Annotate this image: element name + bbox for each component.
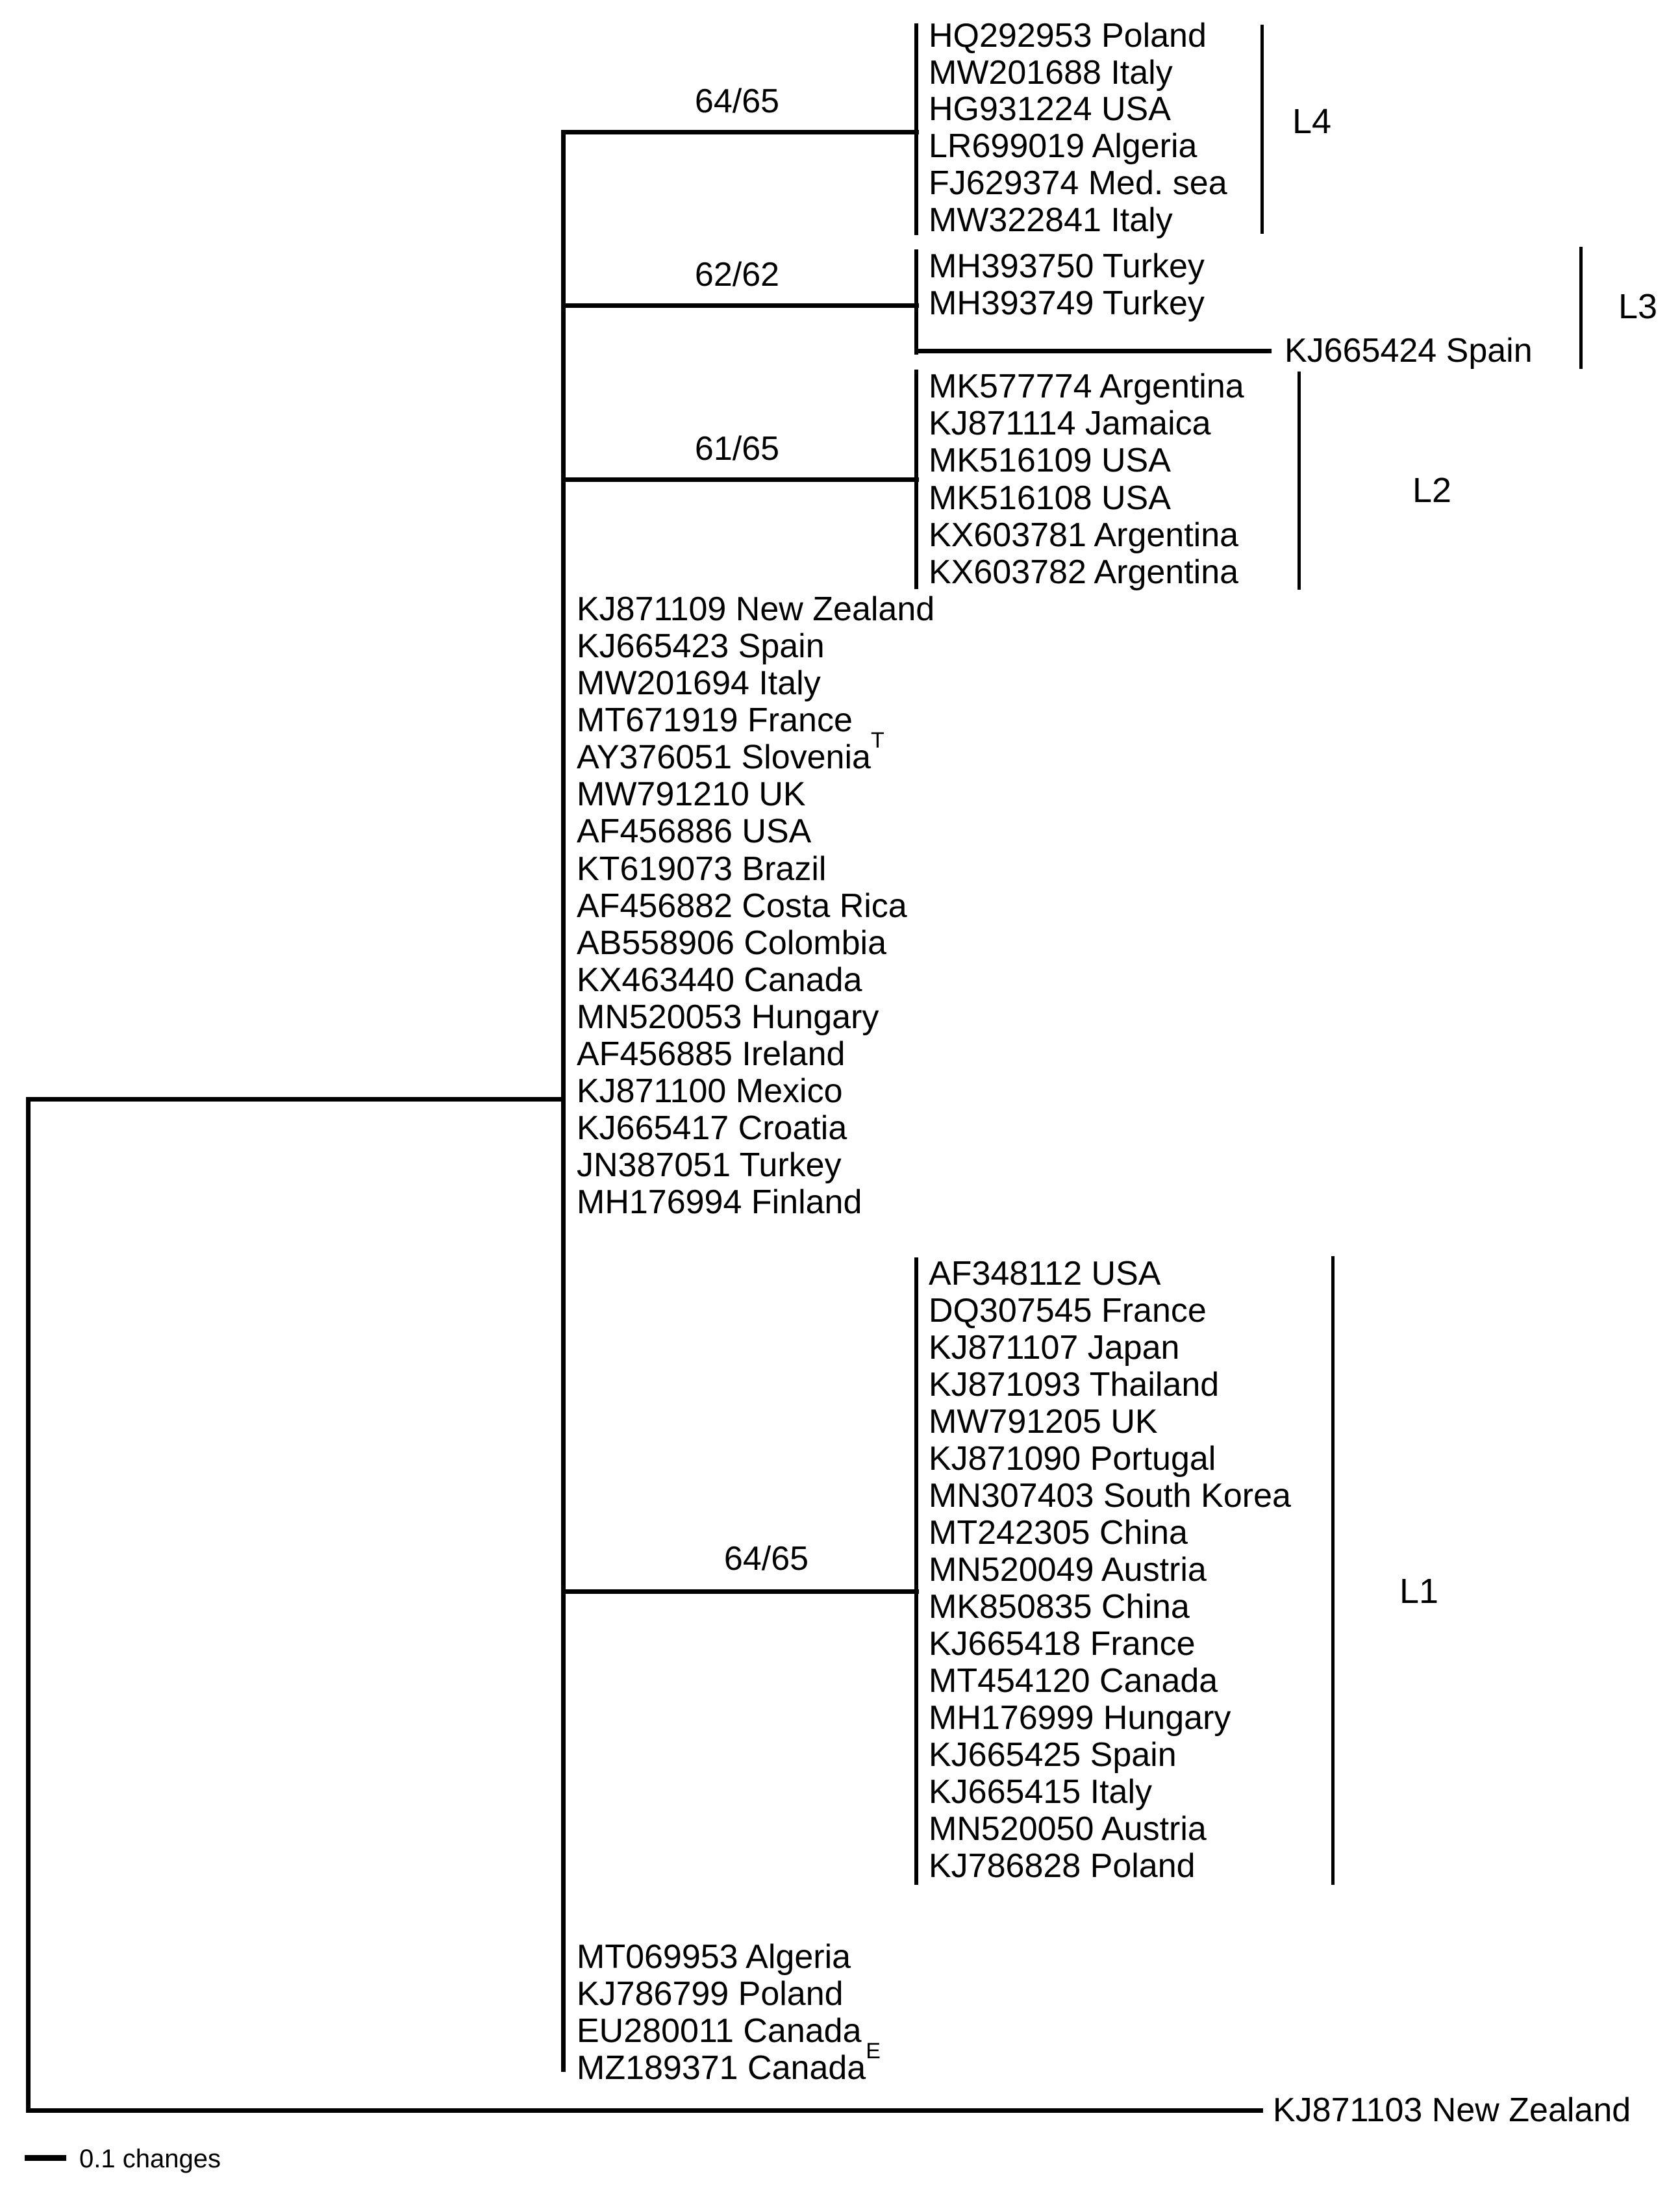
l1-node-bar	[914, 1257, 918, 1885]
taxon-label: MN520050 Austria	[929, 1810, 1207, 1848]
outgroup-taxon-label: KJ871103 New Zealand	[1273, 2091, 1631, 2129]
support-label-l3: 62/62	[694, 256, 780, 294]
taxon-label	[577, 1976, 844, 2013]
root-vertical-line	[26, 1097, 31, 2113]
taxon-label	[577, 813, 811, 850]
l4-node-bar	[914, 23, 918, 235]
taxon-text: MW791210 UK	[577, 775, 806, 813]
taxon-label	[577, 628, 825, 665]
support-label-l2: 61/65	[694, 430, 780, 468]
taxon-text: KJ871100 Mexico	[577, 1072, 843, 1110]
taxon-label	[577, 1036, 845, 1073]
l2-bracket	[1298, 372, 1301, 590]
taxon-label	[577, 591, 934, 628]
clade-label-l3: L3	[1618, 287, 1658, 326]
taxon-label	[577, 1184, 862, 1221]
taxon-label: MK850835 China	[929, 1588, 1190, 1626]
clade-label-l1: L1	[1399, 1572, 1439, 1611]
taxon-text: EU280011 Canada	[577, 2012, 862, 2050]
taxon-label: MH176999 Hungary	[929, 1699, 1231, 1737]
taxon-label: KJ665415 Italy	[929, 1773, 1153, 1811]
taxon-label: KJ871107 Japan	[929, 1329, 1180, 1367]
l4-branch-line	[561, 130, 919, 134]
l1-branch-line	[561, 1589, 919, 1594]
taxon-superscript: T	[870, 727, 884, 753]
taxon-label	[577, 665, 821, 702]
taxon-label: KJ786828 Poland	[929, 1847, 1196, 1885]
taxon-text: KJ665423 Spain	[577, 627, 825, 665]
taxon-label: MK516108 USA	[929, 479, 1171, 517]
taxon-text: MZ189371 Canada	[577, 2049, 866, 2087]
taxon-label	[577, 702, 853, 739]
taxon-label: MN520049 Austria	[929, 1551, 1207, 1589]
taxon-label: DQ307545 France	[929, 1292, 1207, 1330]
taxon-label: KJ665425 Spain	[929, 1736, 1177, 1774]
taxon-label: MT454120 Canada	[929, 1662, 1218, 1700]
taxon-text: KT619073 Brazil	[577, 850, 827, 888]
taxon-label: KX603782 Argentina	[929, 553, 1239, 591]
taxon-label	[577, 999, 879, 1036]
taxon-text: MT671919 France	[577, 701, 853, 739]
taxon-label: KJ871090 Portugal	[929, 1440, 1216, 1478]
taxon-label: MW201688 Italy	[929, 54, 1173, 92]
taxon-label	[577, 776, 806, 813]
taxon-label: KX603781 Argentina	[929, 516, 1239, 554]
taxon-text: KJ871109 New Zealand	[577, 590, 935, 628]
taxon-text: MH176994 Finland	[577, 1183, 862, 1221]
taxon-label: MK577774 Argentina	[929, 368, 1244, 405]
taxon-label	[577, 1147, 842, 1184]
taxon-label: MW791205 UK	[929, 1403, 1158, 1441]
scale-bar-line	[25, 2155, 66, 2161]
taxon-label: MK516109 USA	[929, 442, 1171, 479]
l1-bracket	[1331, 1256, 1335, 1885]
taxon-label: AF348112 USA	[929, 1255, 1161, 1292]
l3-branch-line	[561, 303, 919, 308]
taxon-label: FJ629374 Med. sea	[929, 164, 1227, 202]
taxon-label: KJ871114 Jamaica	[929, 405, 1211, 442]
l4-bracket	[1260, 25, 1264, 234]
support-label-l1: 64/65	[723, 1540, 809, 1578]
taxon-label: MT242305 China	[929, 1514, 1188, 1552]
l2-branch-line	[561, 477, 919, 482]
taxon-label: KJ665424 Spain	[1285, 332, 1533, 370]
scale-bar-label: 0.1 changes	[79, 2145, 221, 2173]
taxon-text: AF456882 Costa Rica	[577, 887, 907, 925]
l3-bracket	[1579, 247, 1583, 369]
taxon-superscript: E	[866, 2038, 881, 2063]
taxon-text: JN387051 Turkey	[577, 1146, 842, 1184]
outgroup-branch-line	[26, 2108, 1263, 2113]
root-ingroup-branch-line	[26, 1097, 566, 1102]
taxon-label: MH393749 Turkey	[929, 284, 1205, 322]
support-label-l4: 64/65	[694, 82, 780, 120]
taxon-text: AF456886 USA	[577, 813, 812, 850]
taxon-label	[577, 2013, 862, 2050]
taxon-label	[577, 1110, 847, 1147]
clade-label-l2: L2	[1412, 471, 1452, 510]
clade-label-l4: L4	[1292, 102, 1332, 141]
taxon-label	[577, 851, 826, 888]
taxon-label	[577, 962, 862, 999]
taxon-text: KJ665417 Croatia	[577, 1109, 847, 1147]
taxon-text: MW201694 Italy	[577, 664, 821, 702]
l3-node-bar	[914, 249, 918, 355]
taxon-text: KX463440 Canada	[577, 961, 862, 999]
taxon-label: HG931224 USA	[929, 90, 1171, 128]
taxon-text: AF456885 Ireland	[577, 1035, 846, 1073]
taxon-label: MH393750 Turkey	[929, 247, 1205, 285]
taxon-label	[577, 1073, 843, 1110]
taxon-text: KJ786799 Poland	[577, 1975, 844, 2013]
taxon-text: AB558906 Colombia	[577, 924, 886, 962]
taxon-label: MN307403 South Korea	[929, 1477, 1291, 1515]
taxon-text: MT069953 Algeria	[577, 1938, 851, 1976]
taxon-label: KJ871093 Thailand	[929, 1366, 1220, 1404]
taxon-text: MN520053 Hungary	[577, 998, 879, 1036]
taxon-label: HQ292953 Poland	[929, 17, 1207, 55]
taxon-label	[577, 727, 884, 776]
l2-node-bar	[914, 370, 918, 589]
taxon-label	[577, 925, 886, 962]
taxon-label: LR699019 Algeria	[929, 127, 1197, 165]
l3-spain-branch-line	[914, 349, 1272, 353]
taxon-text: AY376051 Slovenia	[577, 738, 871, 776]
taxon-label	[577, 888, 907, 925]
taxon-label: MW322841 Italy	[929, 201, 1173, 239]
taxon-label	[577, 1939, 851, 1976]
taxon-label	[577, 2038, 881, 2087]
taxon-label: KJ665418 France	[929, 1625, 1196, 1663]
